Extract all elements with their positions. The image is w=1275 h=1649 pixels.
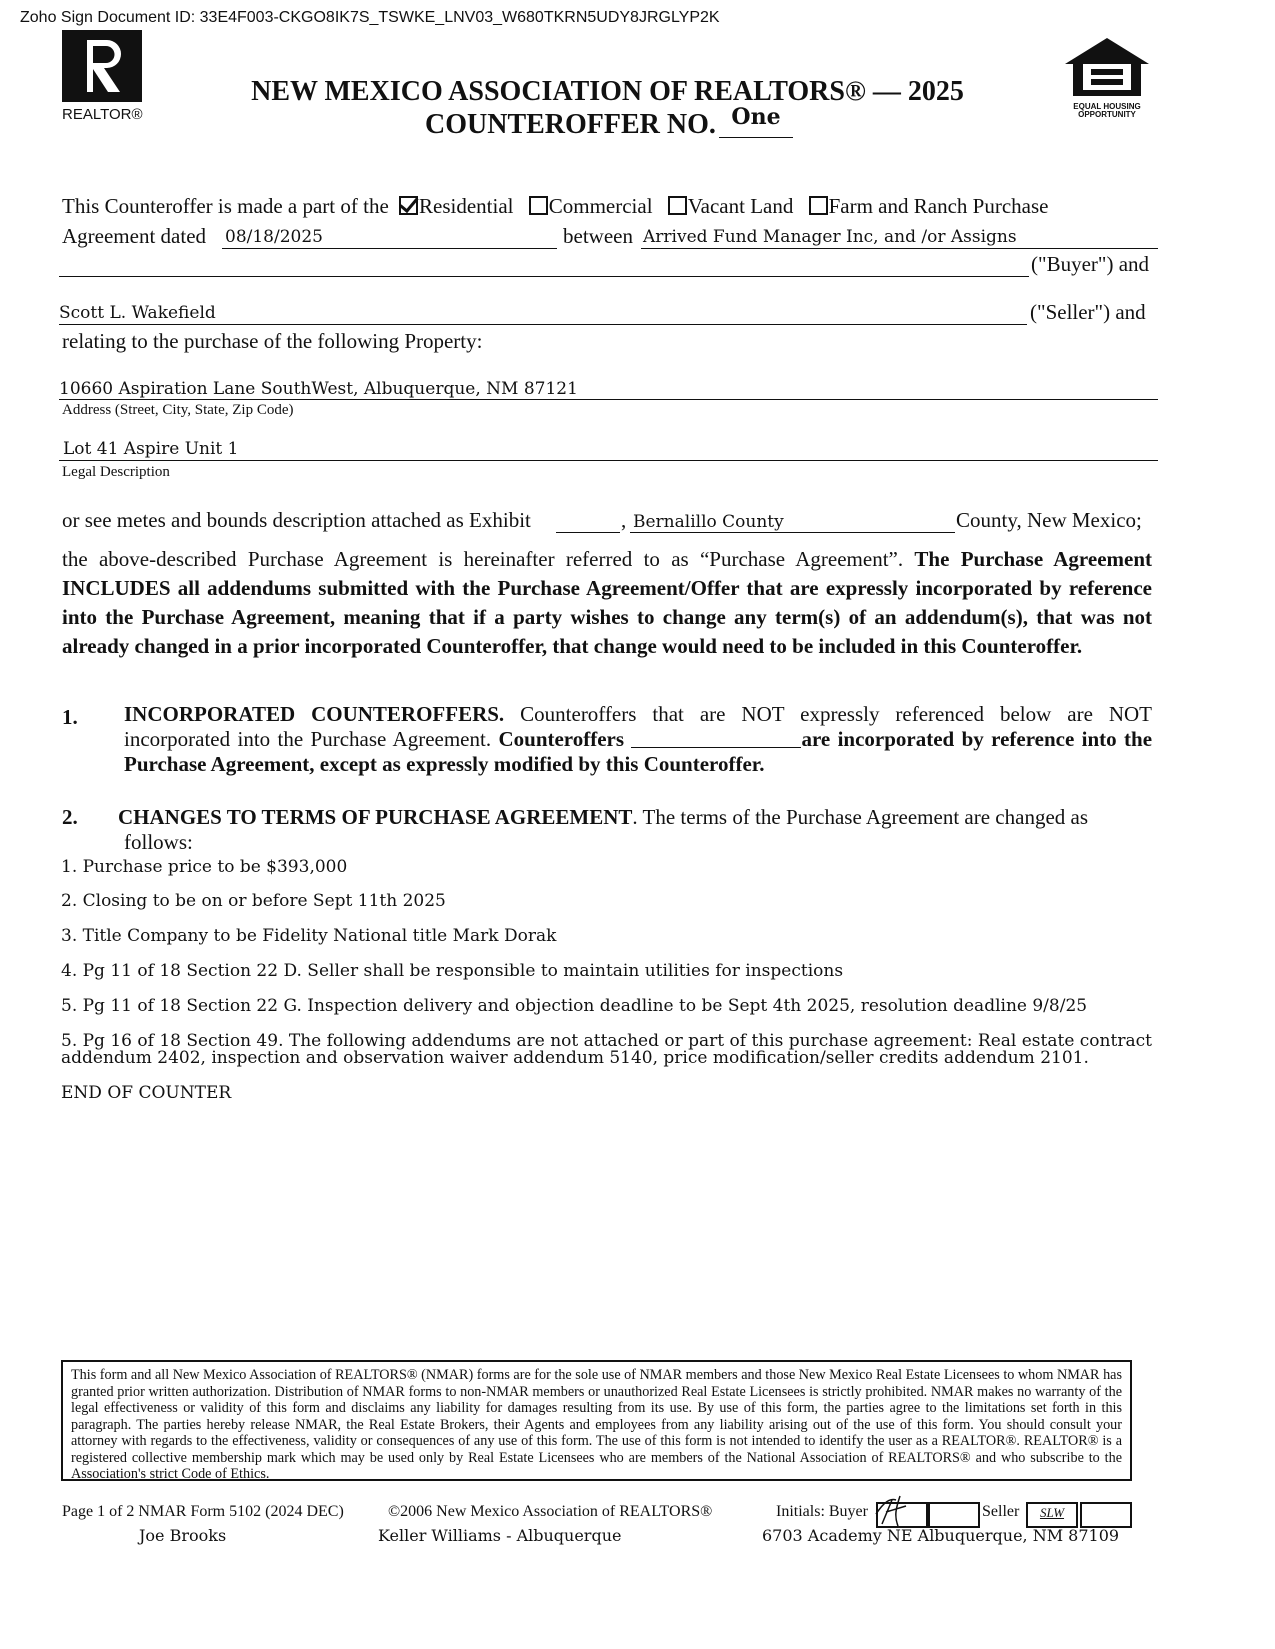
change-item-4[interactable]: 4. Pg 11 of 18 Section 22 D. Seller shall be responsible to maintain utilities for inspections [61,961,844,981]
buyer-initials-box-1[interactable] [876,1502,928,1528]
county-field[interactable]: Bernalillo County [633,512,784,532]
realtor-logo-text: REALTOR® [62,106,143,123]
form-title: NEW MEXICO ASSOCIATION OF REALTORS® — 2025 [251,76,964,107]
end-of-counter[interactable]: END OF COUNTER [61,1083,232,1103]
comma: , [621,508,627,532]
section-2-follows: follows: [124,830,193,854]
residential-checkbox[interactable]: Residential [399,194,513,218]
buyer-initials-signature-icon [872,1494,922,1528]
checkmark-icon [399,196,418,215]
change-item-2[interactable]: 2. Closing to be on or before Sept 11th 2025 [61,891,446,911]
disclaimer-text: This form and all New Mexico Association of REALTORS® (NMAR) forms are for the sole use of NMAR members and those New Mexico Real Estate Licensees to whom NMAR has granted prior written authorization. Distribution of NMAR forms to non-NMAR members or unauthorized Real Estate Licensees is strictly prohibited. NMAR makes no warranty of the legal effectiveness or validity of this form and disclaims any liability for damages resulting from its use. By use of this form, the parties agree to the limitations set forth in this paragraph. The parties hereby release NMAR, the Real Estate Brokers, their Agents and employees from any liability arising out of the use of this form. You should consult your attorney with regards to the effectiveness, validity or consequences of any use of this form. The use of this form is not intended to identify the user as a REALTOR®. REALTOR® is a registered collective membership mark which may be used only by Real Estate Licensees who are members of the National Association of REALTORS® and who subscribe to the Association's strict Code of Ethics. [71,1367,1122,1482]
agreement-date-field[interactable]: 08/18/2025 [225,227,323,247]
buyer-initials-box-2[interactable] [928,1502,980,1528]
change-item-6-continued[interactable]: addendum 2402, inspection and observation waiver addendum 5140, price modification/seller credits addendum 2101. [61,1048,1089,1068]
purchase-agreement-paragraph: the above-described Purchase Agreement is hereinafter referred to as “Purchase Agreement”. The Purchase Agreement INCLUDES all addendums submitted with the Purchase Agreement/Offer that are expressly incorporated by reference into the Purchase Agreement, meaning that if a party wishes to change any term(s) of an addendum(s), that was not already changed in a prior incorporated Counteroffer, that change would need to be included in this Counteroffer. [62,547,1153,658]
intro-line: This Counteroffer is made a part of the Residential Commercial Vacant Land Farm and Ranch Purchase [62,194,1049,218]
address-caption: Address (Street, City, State, Zip Code) [62,402,294,418]
copyright: ©2006 New Mexico Association of REALTORS® [388,1503,713,1520]
agreement-dated-label: Agreement dated [62,224,207,248]
page-form-info: Page 1 of 2 NMAR Form 5102 (2024 DEC) [62,1503,344,1520]
exhibit-field[interactable] [556,532,620,533]
legal-description-field[interactable]: Lot 41 Aspire Unit 1 [63,439,239,459]
brokerage-address: 6703 Academy NE Albuquerque, NM 87109 [762,1526,1120,1545]
brokerage-name: Keller Williams - Albuquerque [378,1526,622,1545]
change-item-6[interactable]: 5. Pg 16 of 18 Section 49. The following addendums are not attached or part of this purchase agreement: Real estate contract [61,1031,1152,1051]
metes-bounds-text: or see metes and bounds description attached as Exhibit [62,508,531,532]
initials-seller-label: Seller [982,1503,1020,1520]
property-address-field[interactable]: 10660 Aspiration Lane SouthWest, Albuquerque, NM 87121 [59,379,578,399]
vacant-land-checkbox[interactable]: Vacant Land [668,194,794,218]
seller-initials-box-1[interactable] [1026,1502,1078,1528]
change-item-3[interactable]: 3. Title Company to be Fidelity National title Mark Dorak [61,926,557,946]
buyer-name-field[interactable]: Arrived Fund Manager Inc, and /or Assigns [643,227,1017,247]
incorporated-counteroffers-field[interactable] [631,729,801,748]
between-label: between [563,224,633,248]
section-2-number: 2. [62,805,78,829]
document-id: Zoho Sign Document ID: 33E4F003-CKGO8IK7S_TSWKE_LNV03_W680TKRN5UDY8JRGLYP2K [20,9,720,26]
relating-text: relating to the purchase of the following Property: [62,329,483,353]
change-item-5[interactable]: 5. Pg 11 of 18 Section 22 G. Inspection delivery and objection deadline to be Sept 4th 2025, resolution deadline 9/8/25 [61,996,1088,1016]
disclaimer-box [61,1360,1132,1481]
farm-ranch-checkbox[interactable]: Farm and Ranch Purchase [809,194,1049,218]
initials-buyer-label: Initials: Buyer [776,1503,868,1520]
section-1-text: INCORPORATED COUNTEROFFERS. Counteroffers that are NOT expressly referenced below are NOT incorporated into the Purchase Agreement. Counteroffers are incorporated by reference into the Purchase Agreement, except as expressly modified by this Counteroffer. [124,702,1153,776]
counteroffer-label: COUNTEROFFER NO. [425,109,716,140]
seller-label: ("Seller") and [1030,300,1146,324]
buyer-label: ("Buyer") and [1031,252,1150,276]
commercial-checkbox[interactable]: Commercial [529,194,653,218]
counteroffer-number[interactable]: One [731,104,781,130]
seller-name-field[interactable]: Scott L. Wakefield [59,303,216,323]
change-item-1[interactable]: 1. Purchase price to be $393,000 [61,857,348,877]
seller-initials-box-2[interactable] [1080,1502,1132,1528]
section-1-number: 1. [62,705,78,729]
legal-description-caption: Legal Description [62,464,170,480]
section-2-heading-line: CHANGES TO TERMS OF PURCHASE AGREEMENT. The terms of the Purchase Agreement are changed as [118,805,1089,829]
equal-housing-text: EQUAL HOUSING OPPORTUNITY [1073,102,1141,119]
agent-name: Joe Brooks [139,1526,227,1545]
county-label: County, New Mexico; [956,508,1142,532]
seller-initials-value: SLW [1039,1505,1065,1520]
